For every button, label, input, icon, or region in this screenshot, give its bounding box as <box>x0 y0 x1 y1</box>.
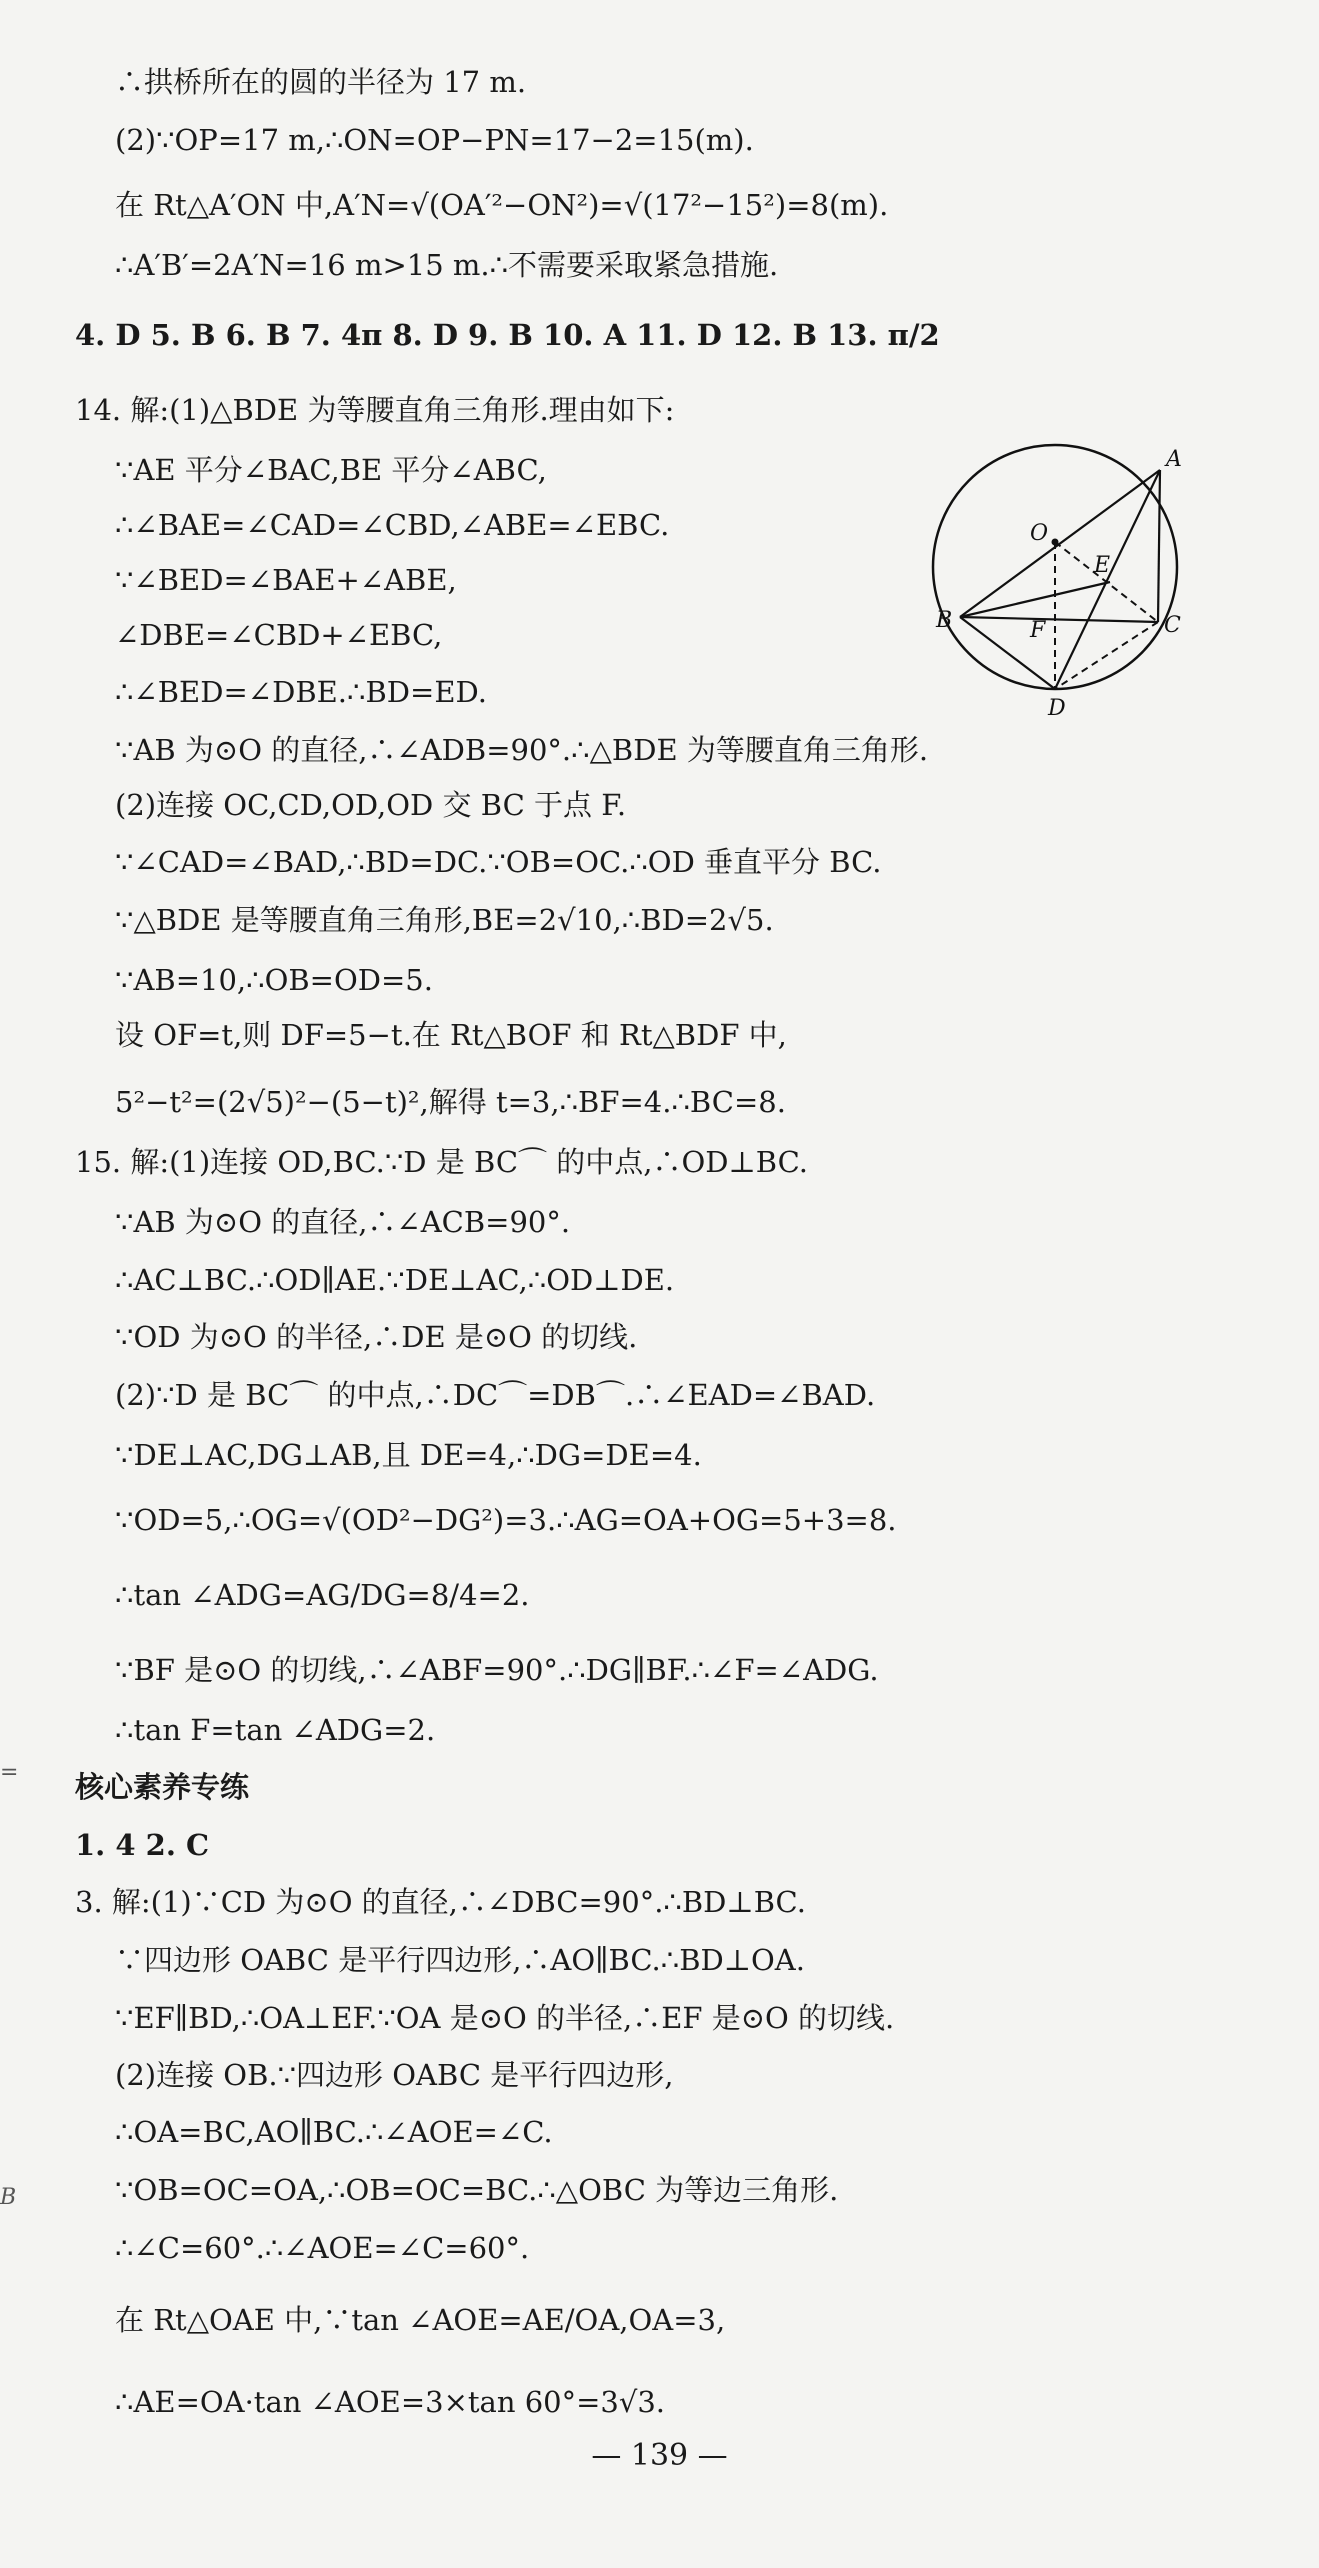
margin-mark: = <box>0 1760 19 1785</box>
answer-line: ∴tan F=tan ∠ADG=2. <box>115 1713 436 1747</box>
answer-line: ∵OB=OC=OA,∴OB=OC=BC.∴△OBC 为等边三角形. <box>115 2173 839 2207</box>
answer-line: ∴tan ∠ADG=AG/DG=8/4=2. <box>115 1578 530 1612</box>
label-c: C <box>1164 613 1181 638</box>
answer-line: 在 Rt△A′ON 中,A′N=√(OA′²−ON²)=√(17²−15²)=8(m). <box>115 188 889 222</box>
segment-ac <box>1158 470 1160 622</box>
answer-line: ∠DBE=∠CBD+∠EBC, <box>115 618 443 652</box>
answer-line: 14. 解:(1)△BDE 为等腰直角三角形.理由如下: <box>75 393 675 427</box>
answer-line: ∵EF∥BD,∴OA⊥EF.∵OA 是⊙O 的半径,∴EF 是⊙O 的切线. <box>115 2001 895 2035</box>
margin-mark: B <box>0 2185 17 2210</box>
answer-line: ∵△BDE 是等腰直角三角形,BE=2√10,∴BD=2√5. <box>115 903 774 937</box>
answer-line: ∴AE=OA·tan ∠AOE=3×tan 60°=3√3. <box>115 2385 666 2419</box>
center-point <box>1052 539 1059 546</box>
answer-line: ∵BF 是⊙O 的切线,∴∠ABF=90°.∴DG∥BF.∴∠F=∠ADG. <box>115 1653 879 1687</box>
answer-line: 在 Rt△OAE 中,∵tan ∠AOE=AE/OA,OA=3, <box>115 2303 726 2337</box>
label-e: E <box>1094 553 1111 578</box>
answer-line: ∴AC⊥BC.∴OD∥AE.∵DE⊥AC,∴OD⊥DE. <box>115 1263 675 1297</box>
answer-line: 1. 4 2. C <box>75 1828 210 1862</box>
label-f: F <box>1030 618 1046 643</box>
page-number: — 139 — <box>591 2438 728 2473</box>
answer-line: 设 OF=t,则 DF=5−t.在 Rt△BOF 和 Rt△BDF 中, <box>115 1018 787 1052</box>
answer-line: ∵AB 为⊙O 的直径,∴∠ACB=90°. <box>115 1205 571 1239</box>
segment-bc <box>960 617 1158 622</box>
answer-line: ∵OD 为⊙O 的半径,∴DE 是⊙O 的切线. <box>115 1320 638 1354</box>
answer-line: 5²−t²=(2√5)²−(5−t)²,解得 t=3,∴BF=4.∴BC=8. <box>115 1085 786 1119</box>
answer-line: (2)连接 OC,CD,OD,OD 交 BC 于点 F. <box>115 788 627 822</box>
answer-line: ∴拱桥所在的圆的半径为 17 m. <box>115 65 527 99</box>
answer-line: ∵四边形 OABC 是平行四边形,∴AO∥BC.∴BD⊥OA. <box>115 1943 805 1977</box>
segment-ab <box>960 470 1160 617</box>
label-b: B <box>936 608 953 633</box>
section-title: 核心素养专练 <box>75 1770 250 1804</box>
answer-line: ∴OA=BC,AO∥BC.∴∠AOE=∠C. <box>115 2115 553 2149</box>
answer-line: (2)∵D 是 BC⌒ 的中点,∴DC⌒=DB⌒.∴∠EAD=∠BAD. <box>115 1378 876 1412</box>
answer-line: 4. D 5. B 6. B 7. 4π 8. D 9. B 10. A 11. D 12. B 13. π/2 <box>75 318 940 352</box>
label-o: O <box>1030 521 1049 546</box>
answer-line: (2)∵OP=17 m,∴ON=OP−PN=17−2=15(m). <box>115 123 754 157</box>
answer-line: ∴A′B′=2A′N=16 m>15 m.∴不需要采取紧急措施. <box>115 248 779 282</box>
answer-line: ∵AE 平分∠BAC,BE 平分∠ABC, <box>115 453 547 487</box>
circle-geometry-figure <box>930 432 1200 717</box>
answer-line: ∵∠BED=∠BAE+∠ABE, <box>115 563 457 597</box>
answer-line: ∵OD=5,∴OG=√(OD²−DG²)=3.∴AG=OA+OG=5+3=8. <box>115 1503 897 1537</box>
answer-line: 3. 解:(1)∵CD 为⊙O 的直径,∴∠DBC=90°.∴BD⊥BC. <box>75 1885 806 1919</box>
label-a: A <box>1166 447 1182 472</box>
answer-line: ∴∠BED=∠DBE.∴BD=ED. <box>115 675 487 709</box>
answer-line: ∵AB 为⊙O 的直径,∴∠ADB=90°.∴△BDE 为等腰直角三角形. <box>115 733 929 767</box>
label-d: D <box>1048 696 1066 717</box>
answer-line: ∴∠C=60°.∴∠AOE=∠C=60°. <box>115 2231 530 2265</box>
segment-ad <box>1055 470 1160 689</box>
answer-line: (2)连接 OB.∵四边形 OABC 是平行四边形, <box>115 2058 674 2092</box>
answer-line: ∵AB=10,∴OB=OD=5. <box>115 963 433 997</box>
answer-line: ∵∠CAD=∠BAD,∴BD=DC.∵OB=OC.∴OD 垂直平分 BC. <box>115 845 882 879</box>
answer-line: ∴∠BAE=∠CAD=∠CBD,∠ABE=∠EBC. <box>115 508 670 542</box>
answer-line: 15. 解:(1)连接 OD,BC.∵D 是 BC⌒ 的中点,∴OD⊥BC. <box>75 1145 808 1179</box>
answer-line: ∵DE⊥AC,DG⊥AB,且 DE=4,∴DG=DE=4. <box>115 1438 702 1472</box>
